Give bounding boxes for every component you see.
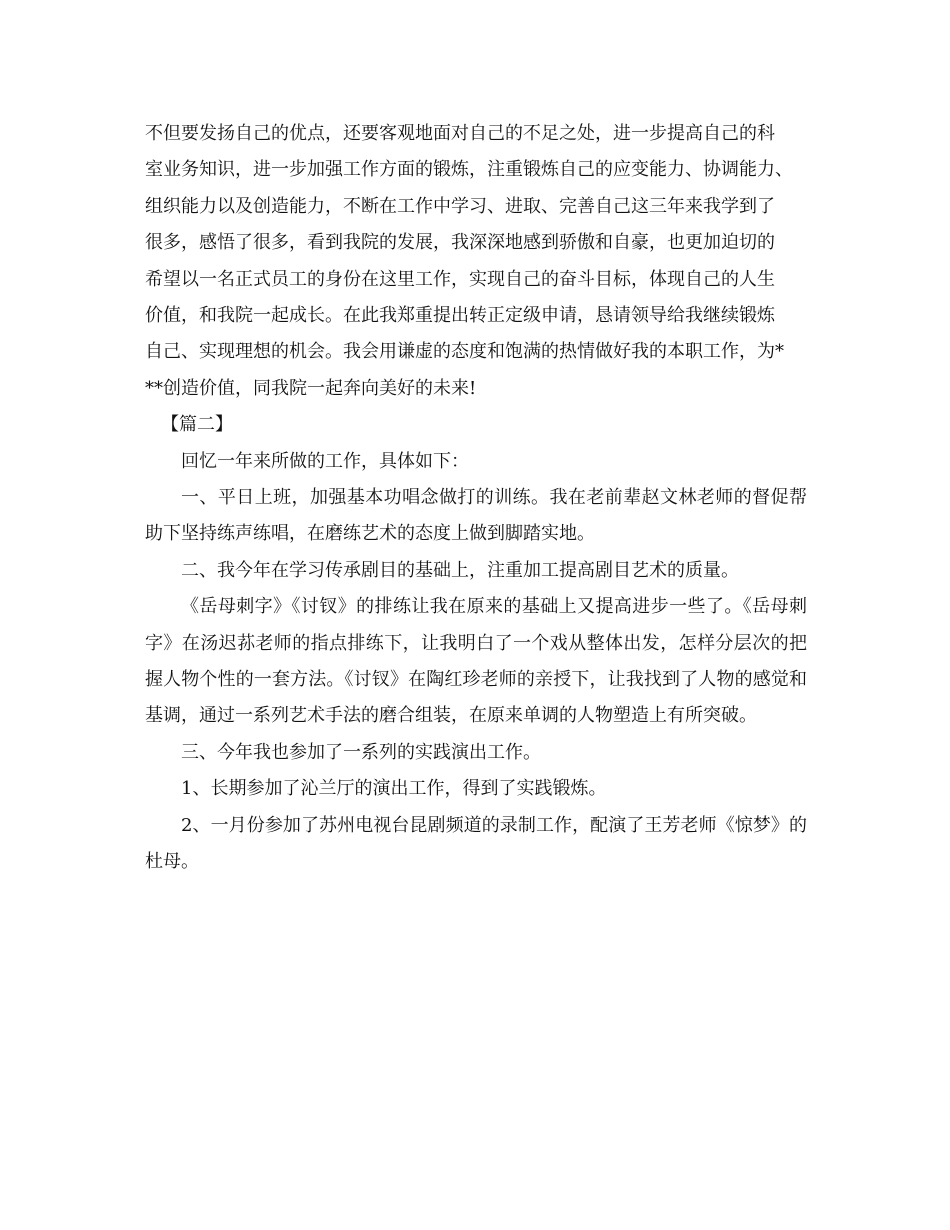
- text-line: 希望以一名正式员工的身份在这里工作，实现自己的奋斗目标，体现自己的人生: [145, 268, 775, 290]
- item-two-detail-paragraph: 《岳母刺字》《讨钗》的排练让我在原来的基础上又提高进步一些了。《岳母刺字》在汤迟荪老师的指点排练下，让我明白了一个戏从整体出发，怎样分层次的把握人物个性的一套方法。《讨钗》在陶红珍老师的亲授下，让我找到了人物的感觉和基调，通过一系列艺术手法的磨合组装，在原来单调的人物塑造上有所突破。: [145, 596, 807, 727]
- text-line: 不但要发扬自己的优点，还要客观地面对自己的不足之处，进一步提高自己的科: [145, 123, 775, 144]
- paragraph-continuation: [145, 116, 807, 407]
- text-line: **创造价值，同我院一起奔向美好的未来!: [145, 377, 477, 399]
- sub-item-two-paragraph: 2、一月份参加了苏州电视台昆剧频道的录制工作，配演了王芳老师《惊梦》的杜母。: [145, 814, 807, 872]
- section-heading: 【篇二】: [161, 414, 233, 436]
- intro-paragraph: 回忆一年来所做的工作，具体如下：: [181, 450, 469, 472]
- item-two-paragraph: 二、我今年在学习传承剧目的基础上，注重加工提高剧目艺术的质量。: [181, 559, 739, 581]
- text-line: 组织能力以及创造能力，不断在工作中学习、进取、完善自己这三年来我学到了: [145, 195, 775, 217]
- text-line: 价值，和我院一起成长。在此我郑重提出转正定级申请，恳请领导给我继续锻炼: [145, 304, 775, 326]
- item-one-paragraph: 一、平日上班，加强基本功唱念做打的训练。我在老前辈赵文林老师的督促帮助下坚持练声练唱，在磨练艺术的态度上做到脚踏实地。: [145, 486, 807, 545]
- text-line: 自己、实现理想的机会。我会用谦虚的态度和饱满的热情做好我的本职工作，为*: [145, 341, 784, 363]
- sub-item-one-paragraph: 1、长期参加了沁兰厅的演出工作，得到了实践锻炼。: [181, 778, 607, 800]
- text-line: 很多，感悟了很多，看到我院的发展，我深深地感到骄傲和自豪，也更加迫切的: [145, 232, 775, 254]
- text-line: 室业务知识，进一步加强工作方面的锻炼，注重锻炼自己的应变能力、协调能力、: [145, 159, 793, 181]
- document-body: [145, 116, 807, 880]
- item-three-paragraph: 三、今年我也参加了一系列的实践演出工作。: [181, 741, 541, 763]
